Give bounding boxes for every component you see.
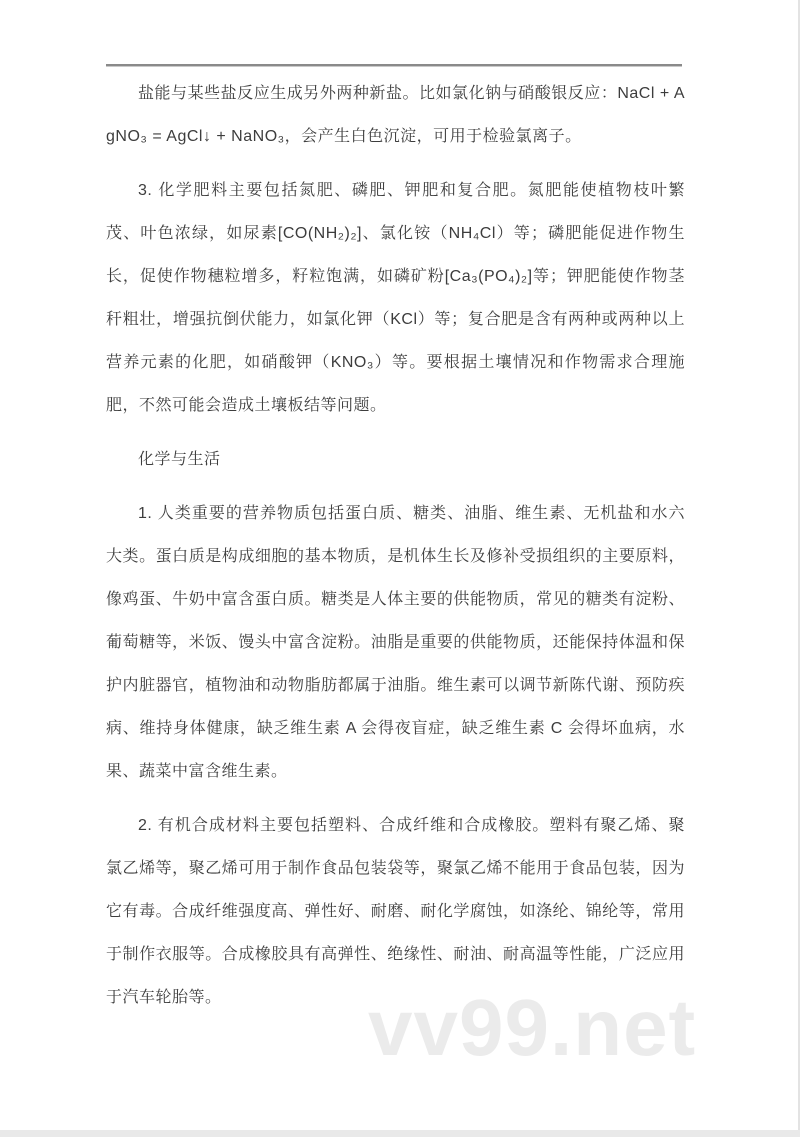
paragraph-salt-reaction: 盐能与某些盐反应生成另外两种新盐。比如氯化钠与硝酸银反应：NaCl + AgNO₃ = AgCl↓ + NaNO₃，会产生白色沉淀，可用于检验氯离子。: [106, 85, 685, 145]
watermark-text: vv99.net: [368, 983, 697, 1072]
section-heading-chemistry-and-life: 化学与生活: [138, 451, 221, 468]
paragraph-nutrients: 1. 人类重要的营养物质包括蛋白质、糖类、油脂、维生素、无机盐和水六大类。蛋白质是构成细胞的基本物质，是机体生长及修补受损组织的主要原料，像鸡蛋、牛奶中富含蛋白质。糖类是人体主要的供能物质，常见的糖类有淀粉、葡萄糖等，米饭、馒头中富含淀粉。油脂是重要的供能物质，还能保持体温和保护内脏器官，植物油和动物脂肪都属于油脂。维生素可以调节新陈代谢、预防疾病、维持身体健康，缺乏维生素 A 会得夜盲症，缺乏维生素 C 会得坏血病，水果、蔬菜中富含维生素。: [106, 505, 685, 780]
paragraph-fertilizers: 3. 化学肥料主要包括氮肥、磷肥、钾肥和复合肥。氮肥能使植物枝叶繁茂、叶色浓绿，如尿素[CO(NH₂)₂]、氯化铵（NH₄Cl）等；磷肥能促进作物生长，促使作物穗粒增多，籽粒饱满，如磷矿粉[Ca₃(PO₄)₂]等；钾肥能使作物茎秆粗壮，增强抗倒伏能力，如氯化钾（KCl）等；复合肥是含有两种或两种以上营养元素的化肥，如硝酸钾（KNO₃）等。要根据土壤情况和作物需求合理施肥，不然可能会造成土壤板结等问题。: [106, 182, 685, 414]
paragraph-synthetic-materials: 2. 有机合成材料主要包括塑料、合成纤维和合成橡胶。塑料有聚乙烯、聚氯乙烯等，聚乙烯可用于制作食品包装袋等，聚氯乙烯不能用于食品包装，因为它有毒。合成纤维强度高、弹性好、耐磨、耐化学腐蚀，如涤纶、锦纶等，常用于制作衣服等。合成橡胶具有高弹性、绝缘性、耐油、耐高温等性能，广泛应用于汽车轮胎等。: [106, 817, 685, 1006]
document-content: [106, 72, 685, 1030]
header-rule: [106, 64, 682, 67]
page-bottom-edge: [0, 1130, 800, 1137]
